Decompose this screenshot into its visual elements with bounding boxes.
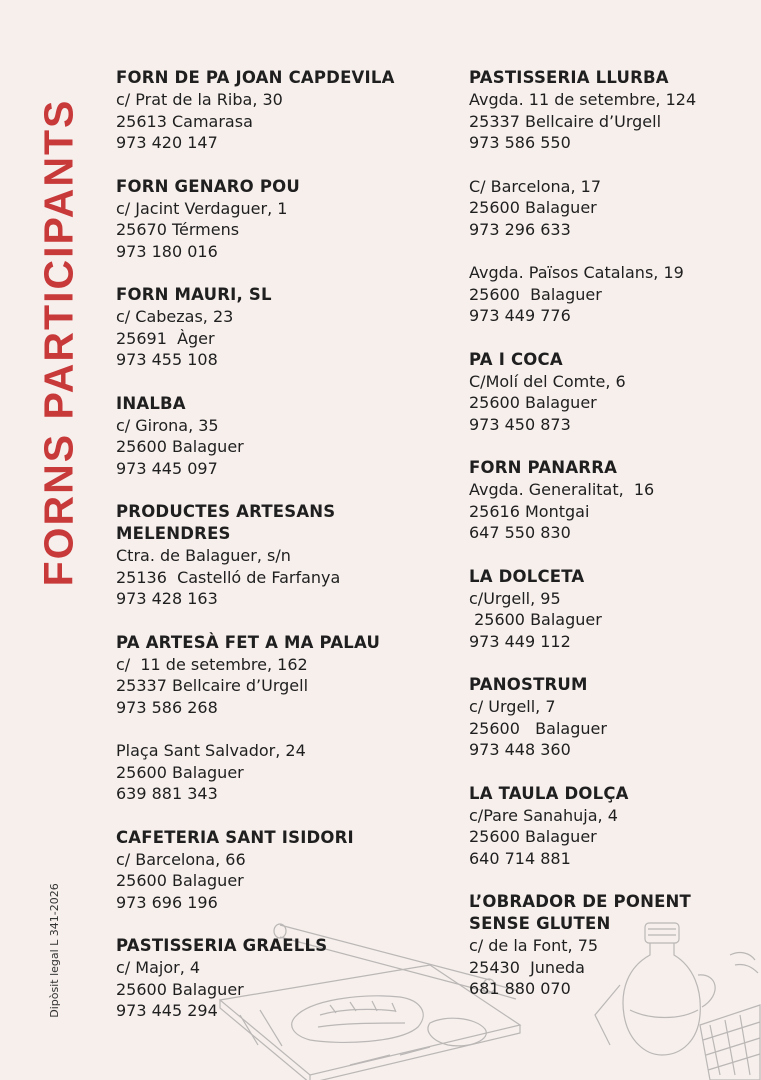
bakery-postcode-town: 25430 Juneda [469, 957, 585, 977]
bakery-phone: 973 296 633 [469, 219, 571, 239]
bakery-name: PASTISSERIA LLURBA [469, 68, 669, 87]
bakery-address: C/ Barcelona, 17 [469, 176, 602, 196]
bakery-name: L’OBRADOR DE PONENT [469, 892, 692, 911]
bakery-entry [116, 740, 446, 805]
bakery-name: FORN GENARO POU [116, 176, 300, 196]
bakery-entry [469, 783, 749, 870]
bakery-entry [469, 176, 749, 241]
bakery-phone: 973 180 016 [116, 241, 218, 261]
bakery-address: c/ Major, 4 [116, 958, 201, 977]
bakery-phone: 639 881 343 [116, 784, 218, 803]
bakery-postcode-town: 25600 Balaguer [469, 718, 607, 738]
bakery-address: Plaça Sant Salvador, 24 [116, 741, 306, 760]
bakery-phone: 647 550 830 [469, 523, 571, 542]
bakery-entry [469, 349, 749, 436]
bakery-entry [116, 827, 446, 914]
bakery-name: FORN DE PA JOAN CAPDEVILA [116, 68, 395, 87]
bakery-name-line-2: SENSE GLUTEN [469, 914, 611, 933]
bakery-entry [469, 891, 749, 1000]
bakery-list-right [469, 67, 749, 1022]
bakery-postcode-town: 25600 Balaguer [469, 610, 602, 629]
bakery-name: LA TAULA DOLÇA [469, 783, 629, 803]
bakery-entry [469, 457, 749, 544]
bakery-phone: 973 428 163 [116, 589, 218, 608]
bakery-postcode-town: 25600 Balaguer [116, 762, 244, 782]
bakery-entry [469, 674, 749, 761]
bakery-name: PA I COCA [469, 349, 563, 369]
bakery-postcode-town: 25600 Balaguer [469, 827, 597, 846]
bakery-postcode-town: 25616 Montgai [469, 501, 590, 521]
bakery-postcode-town: 25600 Balaguer [116, 979, 244, 999]
bakery-name: PANOSTRUM [469, 675, 588, 694]
bakery-phone: 973 420 147 [116, 133, 218, 152]
bakery-phone: 640 714 881 [469, 848, 571, 868]
bakery-postcode-town: 25600 Balaguer [469, 198, 597, 217]
bakery-postcode-town: 25613 Camarasa [116, 111, 253, 131]
bakery-address: c/ Cabezas, 23 [116, 307, 234, 326]
bakery-phone: 973 586 550 [469, 133, 571, 152]
bakery-name: PASTISSERIA GRAELLS [116, 936, 328, 955]
bakery-address: Avgda. 11 de setembre, 124 [469, 90, 697, 109]
bakery-address: c/ Urgell, 7 [469, 697, 556, 716]
page-title-text: FORNS PARTICIPANTS [35, 98, 82, 586]
bakery-phone: 973 696 196 [116, 892, 218, 912]
bakery-phone: 973 445 097 [116, 458, 218, 478]
bakery-phone: 973 586 268 [116, 697, 218, 717]
bakery-entry [469, 262, 749, 327]
bakery-postcode-town: 25691 Àger [116, 328, 215, 348]
bakery-address: Ctra. de Balaguer, s/n [116, 546, 291, 565]
bakery-address: C/Molí del Comte, 6 [469, 371, 626, 391]
bakery-name: CAFETERIA SANT ISIDORI [116, 827, 354, 847]
page-title [34, 68, 84, 616]
bakery-postcode-town: 25337 Bellcaire d’Urgell [116, 676, 309, 695]
bakery-phone: 973 448 360 [469, 740, 571, 759]
bakery-phone: 681 880 070 [469, 979, 571, 998]
legal-deposit-text: Dipòsit legal L 341-2026 [47, 882, 61, 1018]
bakery-name: FORN PANARRA [469, 458, 618, 477]
bakery-name: PRODUCTES ARTESANS [116, 502, 336, 521]
bakery-name: LA DOLCETA [469, 566, 585, 586]
bakery-entry [469, 67, 749, 154]
bakery-entry [116, 935, 446, 1022]
bakery-phone: 973 449 112 [469, 631, 571, 651]
bakery-entry [116, 67, 446, 154]
bakery-postcode-town: 25600 Balaguer [116, 437, 244, 456]
bakery-address: c/ Jacint Verdaguer, 1 [116, 198, 288, 218]
bakery-address: c/ 11 de setembre, 162 [116, 654, 308, 674]
bakery-entry [469, 566, 749, 653]
bakery-address: c/Pare Sanahuja, 4 [469, 805, 618, 825]
bakery-address: c/ Barcelona, 66 [116, 849, 246, 869]
bakery-entry [116, 284, 446, 371]
bakery-address: c/Urgell, 95 [469, 588, 561, 608]
bakery-name: PA ARTESÀ FET A MA PALAU [116, 632, 381, 652]
bakery-entry [116, 501, 446, 610]
legal-deposit [44, 880, 64, 1020]
bakery-phone: 973 450 873 [469, 414, 571, 434]
bakery-list-left [116, 67, 446, 1044]
bakery-phone: 973 449 776 [469, 306, 571, 325]
bakery-name: FORN MAURI, SL [116, 285, 272, 304]
bakery-postcode-town: 25600 Balaguer [469, 393, 597, 412]
bakery-address: Avgda. Països Catalans, 19 [469, 263, 684, 282]
bakery-address: c/ de la Font, 75 [469, 936, 599, 955]
bakery-name-line-2: MELENDRES [116, 524, 231, 543]
bakery-name: INALBA [116, 393, 186, 413]
bakery-entry [116, 632, 446, 719]
bakery-address: c/ Girona, 35 [116, 415, 219, 435]
bakery-phone: 973 455 108 [116, 350, 218, 369]
bakery-entry [116, 393, 446, 480]
bakery-postcode-town: 25670 Térmens [116, 220, 240, 239]
bakery-address: c/ Prat de la Riba, 30 [116, 90, 283, 109]
bakery-entry [116, 176, 446, 263]
bakery-phone: 973 445 294 [116, 1001, 218, 1020]
bakery-postcode-town: 25600 Balaguer [469, 284, 602, 304]
bakery-postcode-town: 25337 Bellcaire d’Urgell [469, 111, 662, 131]
bakery-postcode-town: 25600 Balaguer [116, 871, 244, 890]
bakery-address: Avgda. Generalitat, 16 [469, 480, 655, 499]
bakery-postcode-town: 25136 Castelló de Farfanya [116, 567, 341, 587]
